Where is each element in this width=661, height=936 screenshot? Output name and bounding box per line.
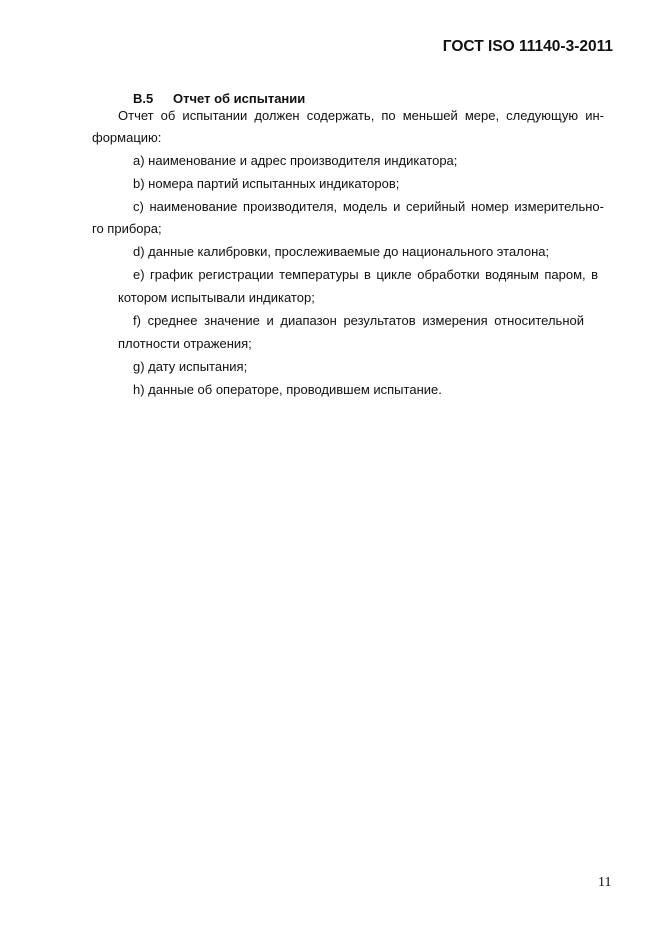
section-number: В.5 xyxy=(133,91,154,106)
list-item-g: g) дату испытания; xyxy=(133,359,248,374)
list-item-d: d) данные калибровки, прослеживаемые до национального эталона; xyxy=(133,244,550,259)
list-item-f-continuation: плотности отражения; xyxy=(118,336,252,351)
list-item-a: a) наименование и адрес производителя индикатора; xyxy=(133,153,458,168)
page-number: 11 xyxy=(598,875,612,890)
list-item-c-continuation: го прибора; xyxy=(92,221,162,236)
list-item-c: c) наименование производителя, модель и серийный номер измерительно- xyxy=(133,199,604,214)
list-item-b: b) номера партий испытанных индикаторов; xyxy=(133,176,400,191)
intro-line-1: Отчет об испытании должен содержать, по меньшей мере, следующую ин- xyxy=(118,108,604,123)
section-title: Отчет об испытании xyxy=(173,91,306,106)
list-item-e-continuation: котором испытывали индикатор; xyxy=(118,290,315,305)
list-item-e: e) график регистрации температуры в цикле обработки водяным паром, в xyxy=(133,267,598,282)
list-item-f: f) среднее значение и диапазон результатов измерения относительной xyxy=(133,313,584,328)
intro-line-2: формацию: xyxy=(92,130,162,145)
list-item-h: h) данные об операторе, проводившем испытание. xyxy=(133,382,442,397)
document-number-header: ГОСТ ISO 11140-3-2011 xyxy=(442,38,613,55)
